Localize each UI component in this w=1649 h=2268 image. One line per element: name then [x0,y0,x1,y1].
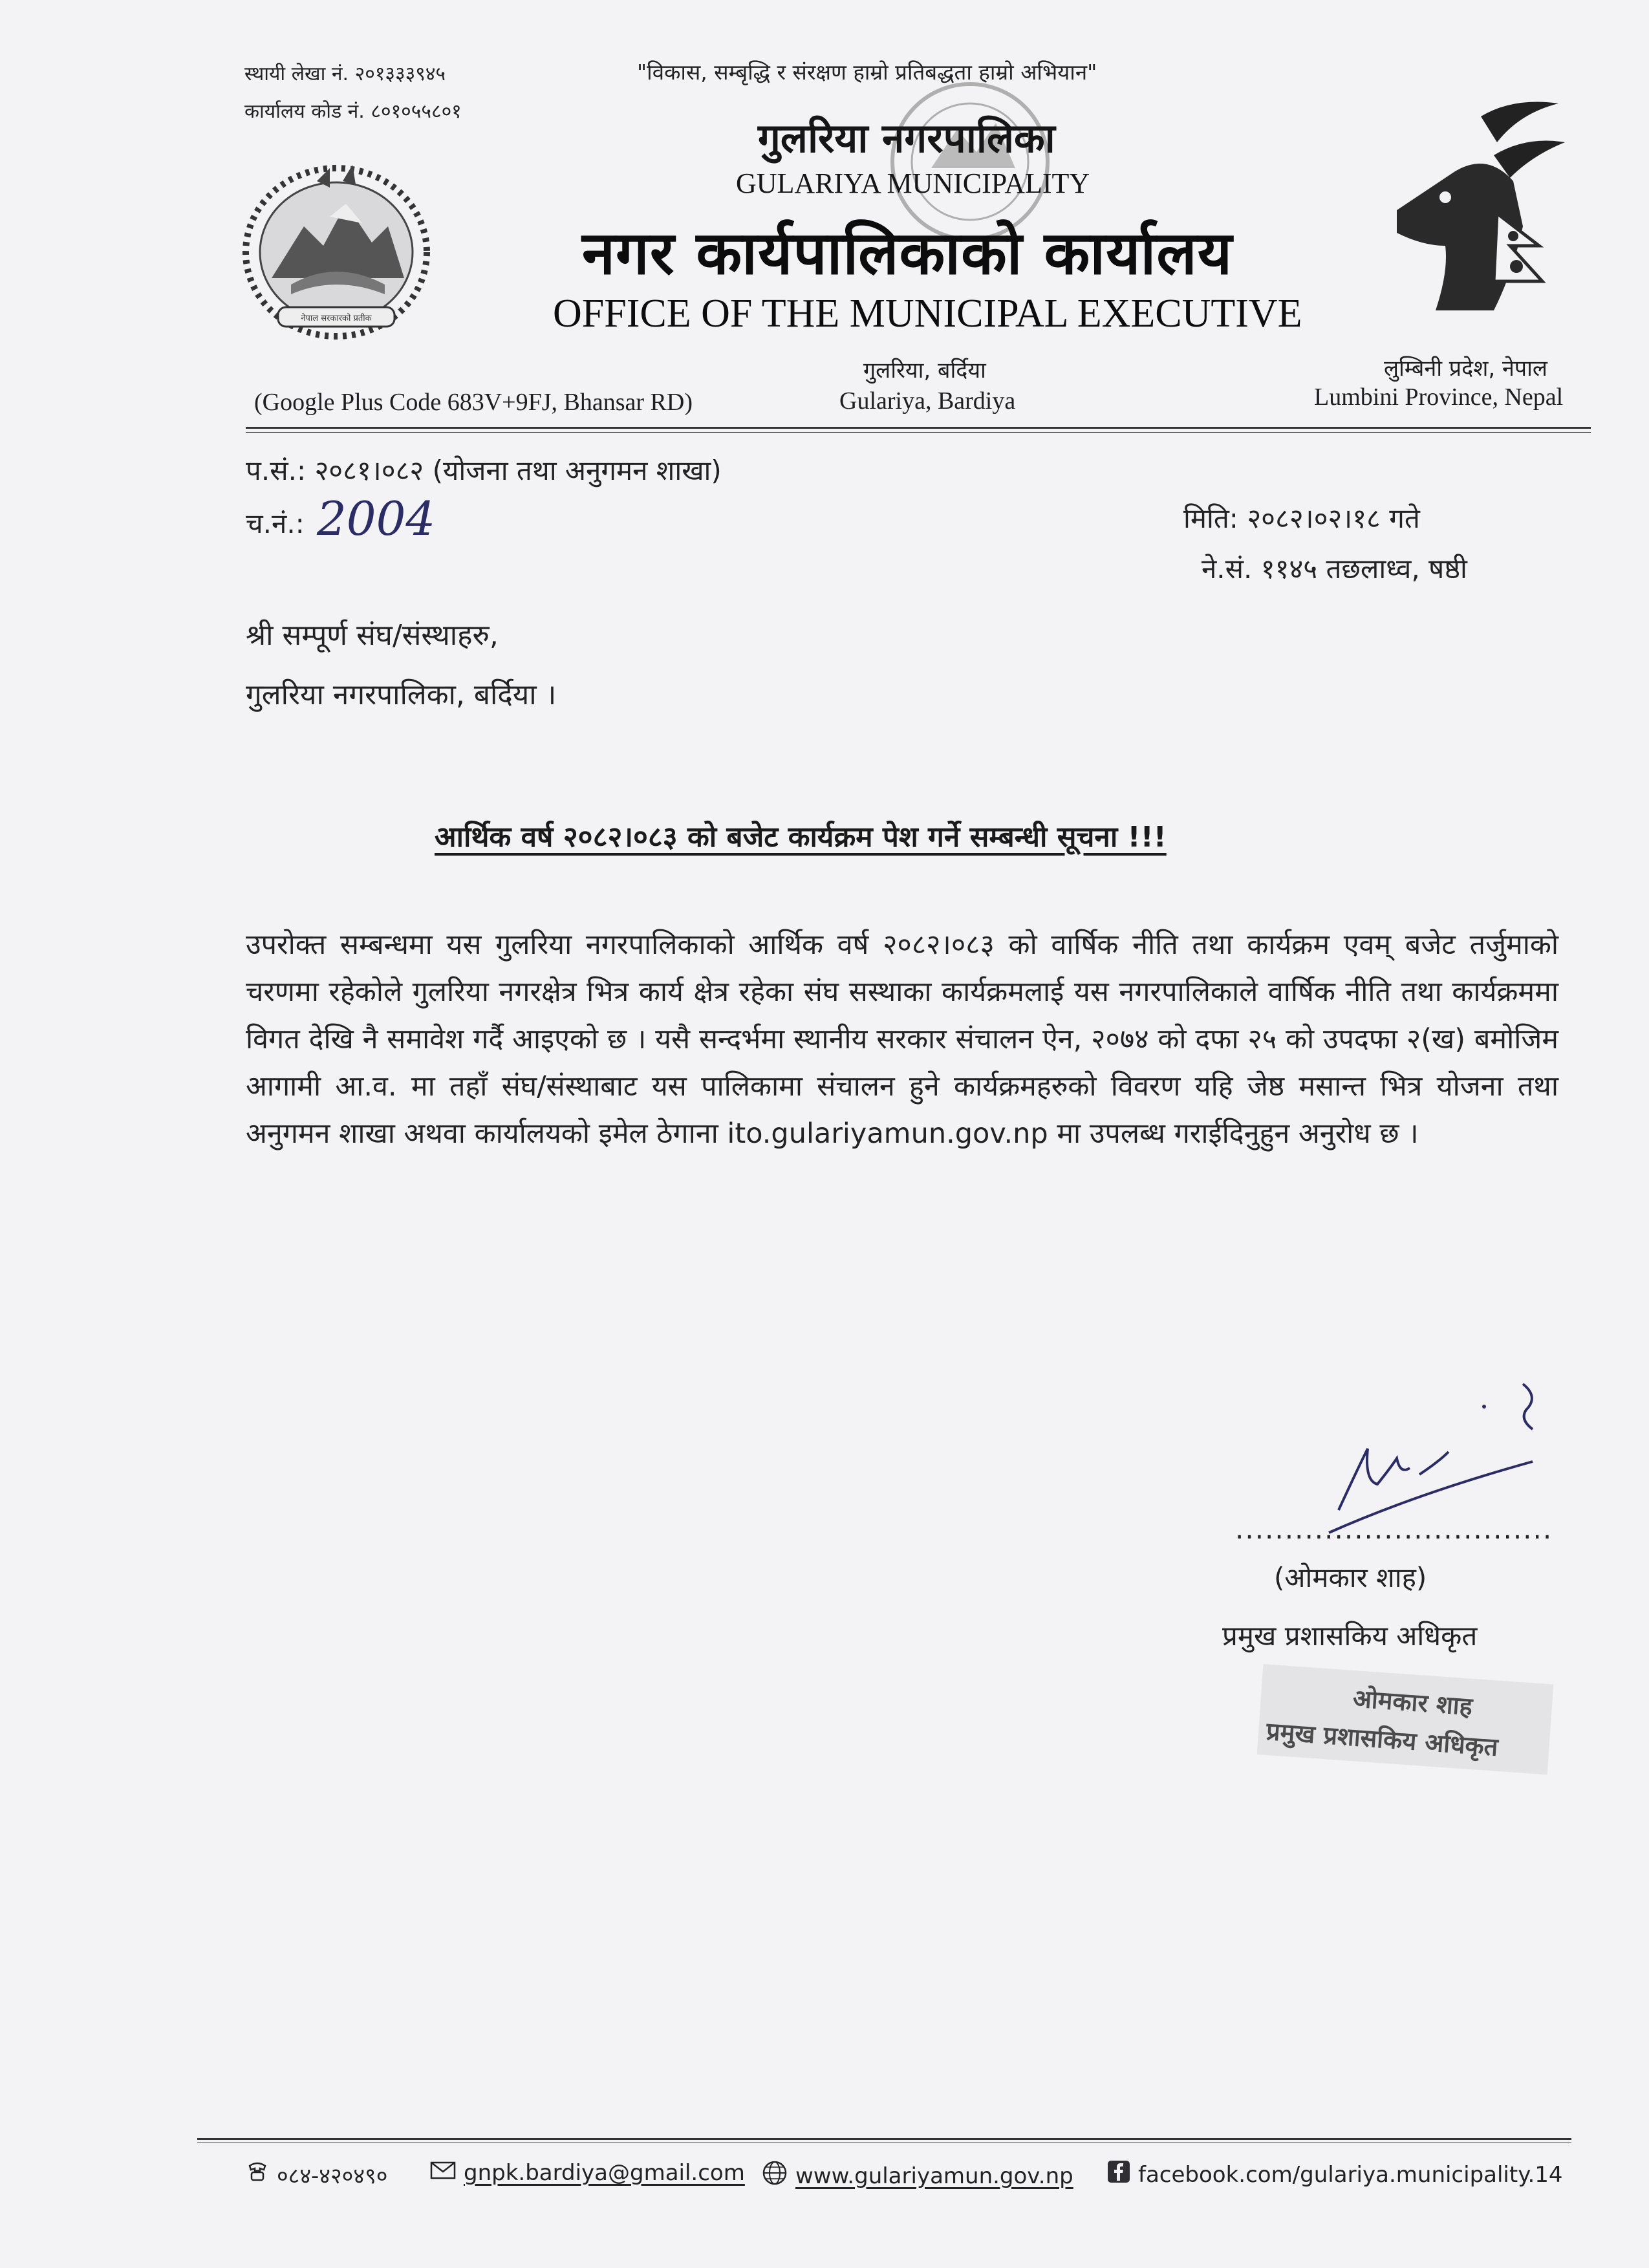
motto: "विकास, सम्बृद्धि र संरक्षण हाम्रो प्रतिबद्धता हाम्रो अभियान" [637,59,1097,85]
municipality-name-en: GULARIYA MUNICIPALITY [736,167,1090,199]
city-np: गुलरिया, बर्दिया [863,358,986,383]
office-title-np: नगर कार्यपालिकाको कार्यालय [582,219,1233,288]
recipient-line-2: गुलरिया नगरपालिका, बर्दिया । [246,678,557,711]
city-en: Gulariya, Bardiya [839,387,1016,415]
header-rule-thin [246,432,1591,433]
blackbuck-logo-icon [1384,97,1571,317]
office-title-en: OFFICE OF THE MUNICIPAL EXECUTIVE [553,292,1302,336]
mail-icon [430,2160,456,2186]
plus-code: (Google Plus Code 683V+9FJ, Bhansar RD) [254,389,693,416]
svg-text:नेपाल सरकारको प्रतीक: नेपाल सरकारको प्रतीक [301,314,372,323]
official-stamp [1264,1669,1561,1786]
globe-icon [762,2160,788,2192]
website-link[interactable]: www.gulariyamun.gov.np [795,2163,1073,2189]
body-paragraph: उपरोक्त सम्बन्धमा यस गुलरिया नगरपालिकाको आर्थिक वर्ष २०८२।०८३ को वार्षिक नीति तथा कार्यक्रम एवम् बजेट तर्जुमाको चरणमा रहेकोले गुलरिया नगरक्षेत्र भित्र कार्य क्षेत्र रहेका संघ सस्थाका कार्यक्रमलाई यस नगरपालिकाले वार्षिक नीति तथा कार्यक्रममा विगत देखि नै समावेश गर्दै आइएको छ । यसै सन्दर्भमा स्थानीय सरकार संचालन ऐन, २०७४ को दफा २५ को उपदफा २(ख) बमोजिम आगामी आ.व. मा तहाँ संघ/संस्थाबाट यस पालिकामा संचालन हुने कार्यक्रमहरुको विवरण यहि जेष्ठ मसान्त भित्र योजना तथा अनुगमन शाखा अथवा कार्यालयको इमेल ठेगाना ito.gulariyamun.gov.np मा उपलब्ध गराईदिनुहुन अनुरोध छ । [246,929,1558,1150]
footer-email[interactable] [430,2160,745,2186]
municipality-name-np: गुलरिया नगरपालिका [758,114,1055,162]
pan-number: स्थायी लेखा नं. २०१३३३९४५ [244,63,446,85]
footer-rule [197,2138,1571,2140]
facebook-link[interactable]: facebook.com/gulariya.municipality.14 [1138,2161,1563,2188]
subject-heading: आर्थिक वर्ष २०८२।०८३ को बजेट कार्यक्रम पेश गर्ने सम्बन्धी सूचना !!! [435,821,1167,854]
nepal-emblem-icon [233,155,440,349]
signatory-name: (ओमकार शाह) [1274,1562,1427,1593]
province-en: Lumbini Province, Nepal [1314,383,1564,411]
office-code: कार्यालय कोड नं. ८०१०५५८०१ [244,100,462,123]
stamp-title: प्रमुख प्रशासकिय अधिकृत [1265,1716,1499,1762]
dispatch-label: च.नं.: [246,508,305,539]
header-rule [246,427,1591,429]
signature-dots: ................................ [1235,1513,1553,1545]
recipient-line-1: श्री सम्पूर्ण संघ/संस्थाहरु, [246,619,499,652]
signatory-title: प्रमुख प्रशासकिय अधिकृत [1222,1620,1478,1652]
footer-website[interactable] [762,2160,1073,2192]
stamp-name: ओमकार शाह [1352,1684,1474,1721]
footer-facebook[interactable] [1107,2160,1563,2189]
footer-phone: ०८४-४२०४९० [246,2160,387,2190]
date: मिति: २०८२।०२।१८ गते [1183,502,1420,534]
province-np: लुम्बिनी प्रदेश, नेपाल [1384,356,1547,382]
reference-number: प.सं.: २०८१।०८२ (योजना तथा अनुगमन शाखा) [246,455,722,486]
dispatch-number: 2004 [317,491,436,546]
email-link[interactable]: gnpk.bardiya@gmail.com [464,2160,745,2186]
phone-icon [246,2161,269,2190]
facebook-icon [1107,2160,1130,2189]
nepal-sambat-date: ने.सं. ११४५ तछलाध्व, षष्ठी [1202,553,1467,585]
